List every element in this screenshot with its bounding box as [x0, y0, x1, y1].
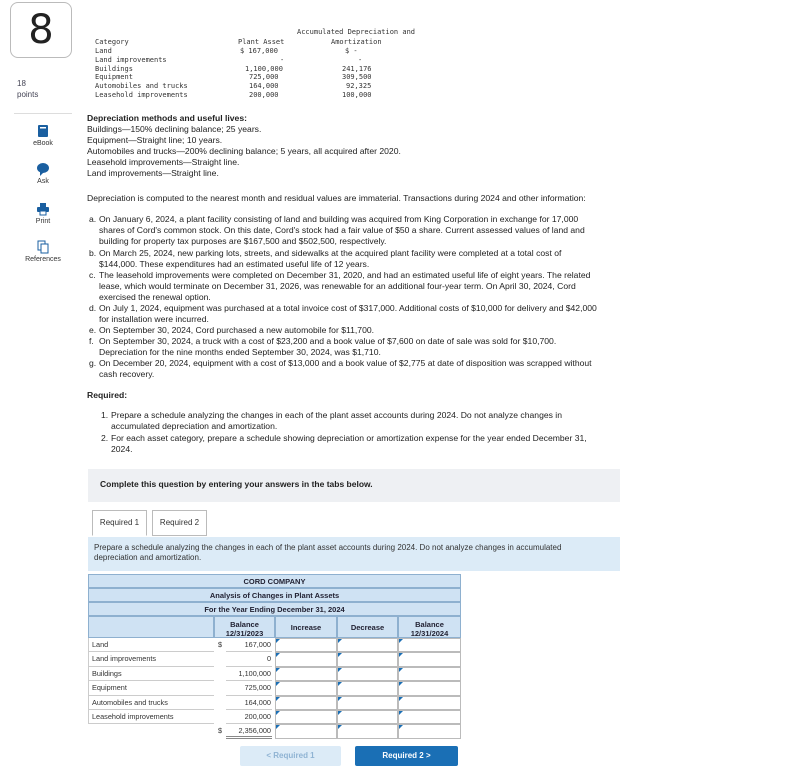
ask-label: Ask [37, 178, 49, 185]
column-header-blank [88, 616, 214, 638]
total-label [88, 724, 214, 738]
method-line: Leasehold improvements—Straight line. [87, 157, 240, 167]
accum-header-line1: Accumulated Depreciation and [297, 28, 416, 36]
balance-end-input[interactable] [398, 667, 461, 681]
row-dollar-sign [214, 667, 226, 681]
asset-category: Leasehold improvements [95, 91, 188, 99]
references-button[interactable] [14, 240, 72, 263]
printer-icon [36, 202, 50, 216]
schedule-title: Analysis of Changes in Plant Assets [88, 588, 461, 602]
computed-note: Depreciation is computed to the nearest month and residual values are immaterial. Transactions during 2024 and other information: [87, 193, 586, 203]
transaction-line: On September 30, 2024, Cord purchased a new automobile for $11,700. [99, 325, 375, 335]
transaction-label: c. [89, 270, 96, 280]
decrease-input[interactable] [337, 652, 398, 666]
transaction-line: Depreciation for the nine months ended September 30, 2024, was $1,710. [99, 346, 381, 357]
row-dollar-sign [214, 681, 226, 695]
decrease-input[interactable] [337, 638, 398, 652]
asset-category: Land [95, 47, 112, 55]
total-dollar-sign: $ [217, 726, 223, 736]
asset-category: Buildings [95, 65, 133, 73]
asset-accum-value: - [358, 56, 363, 64]
prev-button[interactable] [240, 746, 341, 766]
transaction-line: for installation were incurred. [99, 313, 209, 324]
row-label: Leasehold improvements [88, 710, 214, 724]
balance-end-input[interactable] [398, 638, 461, 652]
transaction-line: exercised the renewal option. [99, 291, 211, 302]
question-number: 8 [10, 2, 72, 58]
print-button[interactable] [14, 202, 72, 225]
sidebar-divider [14, 113, 72, 114]
print-label: Print [35, 218, 51, 225]
increase-input[interactable] [275, 710, 337, 724]
points-label: points [17, 90, 39, 99]
balance-end-input[interactable] [398, 710, 461, 724]
transaction-label: a. [89, 214, 97, 224]
transaction-line: cash recovery. [99, 368, 155, 379]
transaction-line: The leasehold improvements were completed on December 31, 2020, and had an estimated useful life of eight years. The related [99, 270, 591, 280]
decrease-input[interactable] [337, 710, 398, 724]
required-title: Required: [87, 390, 128, 400]
transaction-line: On December 20, 2024, equipment with a cost of $13,000 and a book value of $2,775 at date of disposition was scrapped without [99, 358, 592, 368]
increase-input[interactable] [275, 681, 337, 695]
column-header-balance-end: Balance 12/31/2024 [398, 616, 461, 638]
category-header: Category [95, 38, 129, 46]
column-header-increase: Increase [275, 616, 337, 638]
transaction-line: On January 6, 2024, a plant facility consisting of land and building was acquired from King Corporation in exchange for 17,000 [99, 214, 579, 224]
increase-input[interactable] [275, 696, 337, 710]
asset-accum-value: 100,000 [342, 91, 372, 99]
increase-input[interactable] [275, 652, 337, 666]
tab-required-1[interactable]: Required 1 [92, 510, 147, 536]
row-balance-start: 200,000 [226, 710, 272, 724]
increase-input[interactable] [275, 667, 337, 681]
method-line: Automobiles and trucks—200% declining balance; 5 years, all acquired after 2020. [87, 146, 401, 156]
instruction-text: Prepare a schedule analyzing the changes in each of the plant asset accounts during 2024. Do not analyze changes in accumulated depreciation and amortization. [94, 543, 562, 562]
method-line: Equipment—Straight line; 10 years. [87, 135, 223, 145]
transaction-label: b. [89, 248, 97, 258]
plant-asset-header: Plant Asset [238, 38, 285, 46]
decrease-input[interactable] [337, 681, 398, 695]
row-dollar-sign [214, 696, 226, 710]
next-button[interactable] [355, 746, 458, 766]
total-increase-input[interactable] [275, 724, 337, 738]
transaction-label: g. [89, 358, 97, 368]
asset-plant-value: 1,100,000 [245, 65, 283, 73]
required-line: 2024. [111, 443, 133, 454]
book-icon [36, 124, 50, 138]
row-label: Land improvements [88, 652, 214, 666]
total-balance-end-input[interactable] [398, 724, 461, 738]
method-line: Buildings—150% declining balance; 25 years. [87, 124, 262, 134]
prev-label: Required 1 [273, 751, 315, 760]
chevron-right-icon: > [425, 751, 431, 760]
row-balance-start: 164,000 [226, 696, 272, 710]
required-label: 2. [101, 433, 109, 443]
transaction-line: On July 1, 2024, equipment was purchased at a total invoice cost of $317,000. Additional costs of $10,000 for delivery and $42,000 [99, 303, 597, 313]
required-line: For each asset category, prepare a schedule showing depreciation or amortization expense for the year ended December 31, [111, 433, 587, 443]
asset-category: Equipment [95, 73, 133, 81]
required-label: 1. [101, 410, 109, 420]
row-label: Buildings [88, 667, 214, 681]
asset-accum-value: 92,325 [346, 82, 372, 90]
required-line: Prepare a schedule analyzing the changes in each of the plant asset accounts during 2024. Do not analyze changes in [111, 410, 562, 420]
transaction-label: f. [89, 336, 94, 346]
chat-bubble-icon [36, 162, 50, 176]
ebook-button[interactable] [14, 124, 72, 147]
transaction-label: e. [89, 325, 97, 335]
transaction-line: lease, which would terminate on December 31, 2026, was renewable for an additional four-year term. On April 30, 2024, Cord [99, 280, 576, 291]
instruction-box [88, 537, 620, 571]
asset-plant-value: 200,000 [249, 91, 279, 99]
complete-panel [88, 469, 620, 502]
asset-category: Automobiles and trucks [95, 82, 188, 90]
required-line: accumulated depreciation and amortization. [111, 420, 278, 431]
row-dollar-sign [214, 710, 226, 724]
accum-header-line2: Amortization [331, 38, 382, 46]
transaction-label: d. [89, 303, 97, 313]
column-header-balance-start: Balance 12/31/2023 [214, 616, 275, 638]
decrease-input[interactable] [337, 667, 398, 681]
asset-plant-value: 164,000 [249, 82, 279, 90]
asset-accum-value: 241,176 [342, 65, 372, 73]
row-dollar-sign [214, 652, 226, 666]
asset-plant-value: 725,000 [249, 73, 279, 81]
row-label: Automobiles and trucks [88, 696, 214, 710]
row-balance-start: 167,000 [226, 638, 272, 652]
balance-end-input[interactable] [398, 696, 461, 710]
transaction-line: building for property tax purposes are $167,500 and $502,500, respectively. [99, 235, 387, 246]
complete-prompt: Complete this question by entering your answers in the tabs below. [100, 479, 373, 489]
asset-plant-value: - [280, 56, 285, 64]
total-balance-start: 2,356,000 [226, 724, 272, 738]
balance-end-input[interactable] [398, 681, 461, 695]
asset-category: Land improvements [95, 56, 167, 64]
row-dollar-sign: $ [217, 640, 223, 649]
transaction-line: shares of Cord's common stock. On this date, Cord's stock had a fair value of $50 a share. Current assessed values of land and [99, 224, 585, 235]
points-value: 18 [17, 79, 26, 88]
column-header-decrease: Decrease [337, 616, 398, 638]
increase-input[interactable] [275, 638, 337, 652]
schedule-company: CORD COMPANY [88, 574, 461, 588]
row-label: Equipment [88, 681, 214, 695]
row-balance-start: 1,100,000 [226, 667, 272, 681]
balance-end-input[interactable] [398, 652, 461, 666]
asset-plant-value: $ 167,000 [240, 47, 278, 55]
ebook-label: eBook [33, 140, 53, 147]
total-decrease-input[interactable] [337, 724, 398, 738]
transaction-line: On September 30, 2024, a truck with a cost of $23,200 and a book value of $7,600 on date of sale was sold for $10,700. [99, 336, 557, 346]
asset-accum-value: 309,500 [342, 73, 372, 81]
decrease-input[interactable] [337, 696, 398, 710]
transaction-line: $144,000. These expenditures had an estimated useful life of 12 years. [99, 258, 370, 269]
schedule-period: For the Year Ending December 31, 2024 [88, 602, 461, 616]
points-info [17, 78, 38, 100]
asset-accum-value: $ - [345, 47, 358, 55]
row-label: Land [88, 638, 214, 652]
row-balance-start: 0 [226, 652, 272, 666]
tab-required-2[interactable]: Required 2 [152, 510, 207, 536]
documents-icon [36, 240, 50, 254]
next-label: Required 2 [382, 751, 424, 760]
row-balance-start: 725,000 [226, 681, 272, 695]
methods-title: Depreciation methods and useful lives: [87, 113, 247, 123]
ask-button[interactable] [14, 162, 72, 185]
transaction-line: On March 25, 2024, new parking lots, streets, and sidewalks at the acquired plant facility were completed at a total cost of [99, 248, 562, 258]
chevron-left-icon: < [266, 751, 272, 760]
references-label: References [25, 256, 61, 263]
method-line: Land improvements—Straight line. [87, 168, 219, 178]
